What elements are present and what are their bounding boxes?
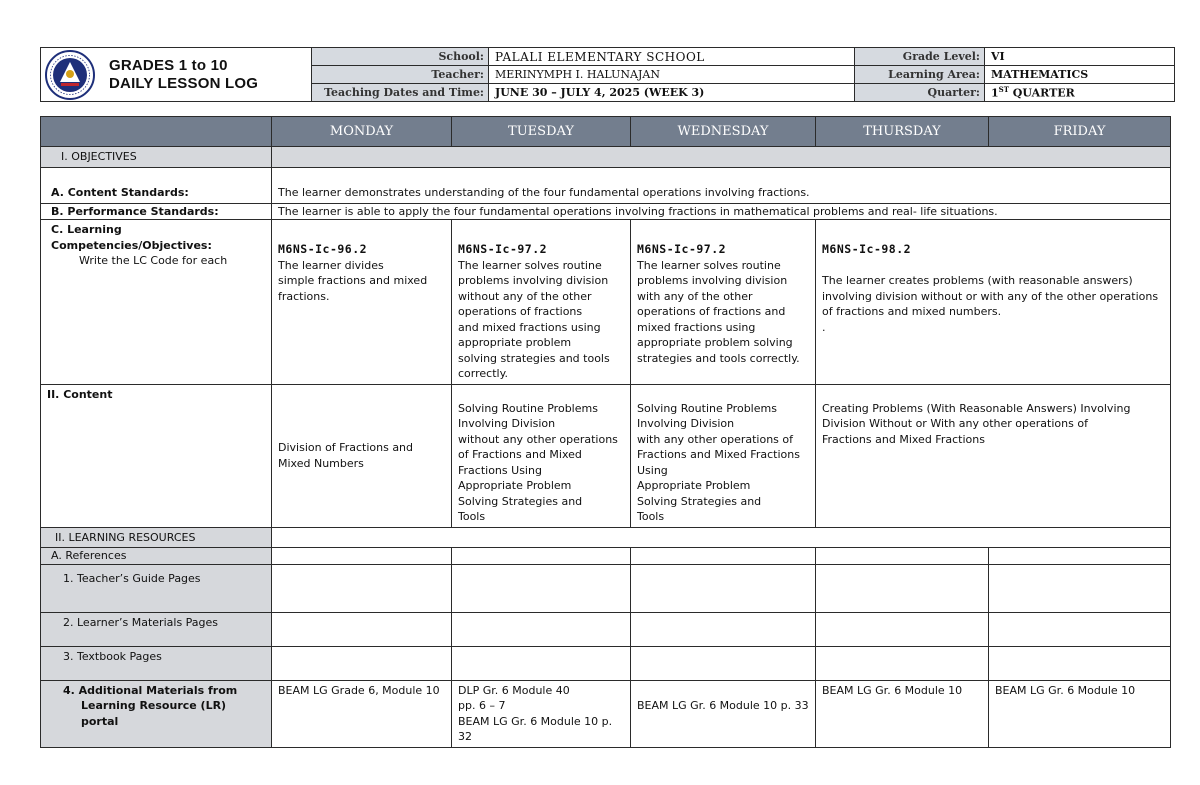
tg-tuesday (452, 564, 631, 612)
teaching-dates-label: Teaching Dates and Time: (312, 84, 489, 102)
competencies-label-cell (41, 220, 272, 385)
deped-seal-icon (45, 50, 95, 100)
tg-wednesday (631, 564, 816, 612)
grade-level-value: VI (985, 48, 1175, 66)
day-header-tuesday: TUESDAY (452, 117, 631, 147)
competency-wednesday (631, 220, 816, 385)
content-tuesday: Solving Routine Problems Involving Division without any other operations of Fractions and Mixed Fractions Using Appropriate Problem Solving Strategies and Tools (452, 384, 631, 527)
competencies-label: C. Learning Competencies/Objectives: (51, 223, 212, 252)
lc-text: The learner solves routine problems involving division without any of the other operations of fractions and mixed fractions using appropriate problem solving strategies and tools correctly. (458, 258, 610, 380)
content-label: II. Content (41, 384, 272, 527)
lc-text: The learner solves routine problems involving division with any of the other operations of fractions and mixed fractions using appropriate problem solving strategies and tools correctly. (637, 258, 800, 365)
additional-friday: BEAM LG Gr. 6 Module 10 (989, 680, 1171, 747)
day-header-wednesday: WEDNESDAY (631, 117, 816, 147)
content-monday: Division of Fractions and Mixed Numbers (272, 384, 452, 527)
day-header-thursday: THURSDAY (816, 117, 989, 147)
corner-cell (41, 117, 272, 147)
references-wednesday (631, 548, 816, 565)
competency-tuesday (452, 220, 631, 385)
day-header-row (41, 117, 1171, 147)
objectives-section-fill (272, 147, 1171, 168)
tb-tuesday (452, 646, 631, 680)
textbook-label: 3. Textbook Pages (41, 646, 272, 680)
tb-thursday (816, 646, 989, 680)
objectives-row (41, 147, 1171, 168)
additional-monday: BEAM LG Grade 6, Module 10 (272, 680, 452, 747)
lesson-log-title (109, 57, 258, 93)
learning-resources-fill (272, 527, 1171, 548)
additional-thursday: BEAM LG Gr. 6 Module 10 (816, 680, 989, 747)
competencies-sublabel: Write the LC Code for each (79, 254, 228, 267)
header-title-cell (41, 48, 312, 102)
tb-friday (989, 646, 1171, 680)
competencies-row (41, 220, 1171, 385)
content-standards-row (41, 167, 1171, 203)
tb-wednesday (631, 646, 816, 680)
content-standards-label: A. Content Standards: (41, 167, 272, 203)
teaching-dates-value: JUNE 30 – JULY 4, 2025 (WEEK 3) (489, 84, 855, 102)
header-table (40, 47, 1175, 102)
additional-materials-line1: 4. Additional Materials from (63, 683, 238, 697)
lc-code: M6NS-Ic-97.2 (458, 242, 548, 256)
additional-materials-label (41, 680, 272, 747)
title-line-1: GRADES 1 to 10 (109, 56, 228, 74)
references-friday (989, 548, 1171, 565)
tb-monday (272, 646, 452, 680)
performance-standards-label: B. Performance Standards: (41, 203, 272, 220)
additional-tuesday: DLP Gr. 6 Module 40 pp. 6 – 7 BEAM LG Gr. 6 Module 10 p. 32 (452, 680, 631, 747)
quarter-number: 1 (991, 86, 999, 100)
content-standards-text: The learner demonstrates understanding of the four fundamental operations involving fractions. (272, 167, 1171, 203)
performance-standards-text: The learner is able to apply the four fundamental operations involving fractions in mathematical problems and real- life situations. (272, 203, 1171, 220)
tg-friday (989, 564, 1171, 612)
quarter-word: QUARTER (1008, 86, 1075, 100)
learners-materials-label: 2. Learner’s Materials Pages (41, 612, 272, 646)
references-tuesday (452, 548, 631, 565)
content-wednesday: Solving Routine Problems Involving Division with any other operations of Fractions and Mixed Fractions Using Appropriate Problem Solving Strategies and Tools (631, 384, 816, 527)
lm-monday (272, 612, 452, 646)
school-value: PALALI ELEMENTARY SCHOOL (489, 48, 855, 66)
learners-materials-row (41, 612, 1171, 646)
lc-code: M6NS-Ic-98.2 (822, 242, 912, 256)
lm-thursday (816, 612, 989, 646)
content-row (41, 384, 1171, 527)
teachers-guide-row (41, 564, 1171, 612)
references-label: A. References (41, 548, 272, 565)
lm-wednesday (631, 612, 816, 646)
lc-text: The learner creates problems (with reasonable answers) involving division without or with any of the other operations of fractions and mixed numbers. . (822, 274, 1159, 334)
teachers-guide-label: 1. Teacher’s Guide Pages (41, 564, 272, 612)
quarter-label: Quarter: (855, 84, 985, 102)
learning-area-value: MATHEMATICS (985, 66, 1175, 84)
teacher-label: Teacher: (312, 66, 489, 84)
objectives-section-label: I. OBJECTIVES (41, 147, 272, 168)
lesson-log-table (40, 116, 1171, 748)
references-thursday (816, 548, 989, 565)
additional-materials-line2: Learning Resource (LR) portal (81, 699, 227, 728)
competency-thursday-friday (816, 220, 1171, 385)
teacher-value: MERINYMPH I. HALUNAJAN (489, 66, 855, 84)
lc-code: M6NS-Ic-97.2 (637, 242, 727, 256)
lc-text: The learner divides simple fractions and mixed fractions. (278, 258, 428, 303)
quarter-value (985, 84, 1175, 102)
school-label: School: (312, 48, 489, 66)
performance-standards-row (41, 203, 1171, 220)
lm-friday (989, 612, 1171, 646)
content-thursday-friday: Creating Problems (With Reasonable Answers) Involving Division Without or With any other operations of Fractions and Mixed Fractions (816, 384, 1171, 527)
additional-materials-row (41, 680, 1171, 747)
learning-resources-row (41, 527, 1171, 548)
learning-area-label: Learning Area: (855, 66, 985, 84)
references-row (41, 548, 1171, 565)
grade-level-label: Grade Level: (855, 48, 985, 66)
tg-thursday (816, 564, 989, 612)
lm-tuesday (452, 612, 631, 646)
lc-code: M6NS-Ic-96.2 (278, 242, 368, 256)
textbook-row (41, 646, 1171, 680)
learning-resources-label: II. LEARNING RESOURCES (41, 527, 272, 548)
title-line-2: DAILY LESSON LOG (109, 74, 259, 92)
competency-monday (272, 220, 452, 385)
additional-wednesday: BEAM LG Gr. 6 Module 10 p. 33 (631, 680, 816, 747)
tg-monday (272, 564, 452, 612)
quarter-suffix: ST (998, 85, 1009, 95)
references-monday (272, 548, 452, 565)
day-header-monday: MONDAY (272, 117, 452, 147)
day-header-friday: FRIDAY (989, 117, 1171, 147)
